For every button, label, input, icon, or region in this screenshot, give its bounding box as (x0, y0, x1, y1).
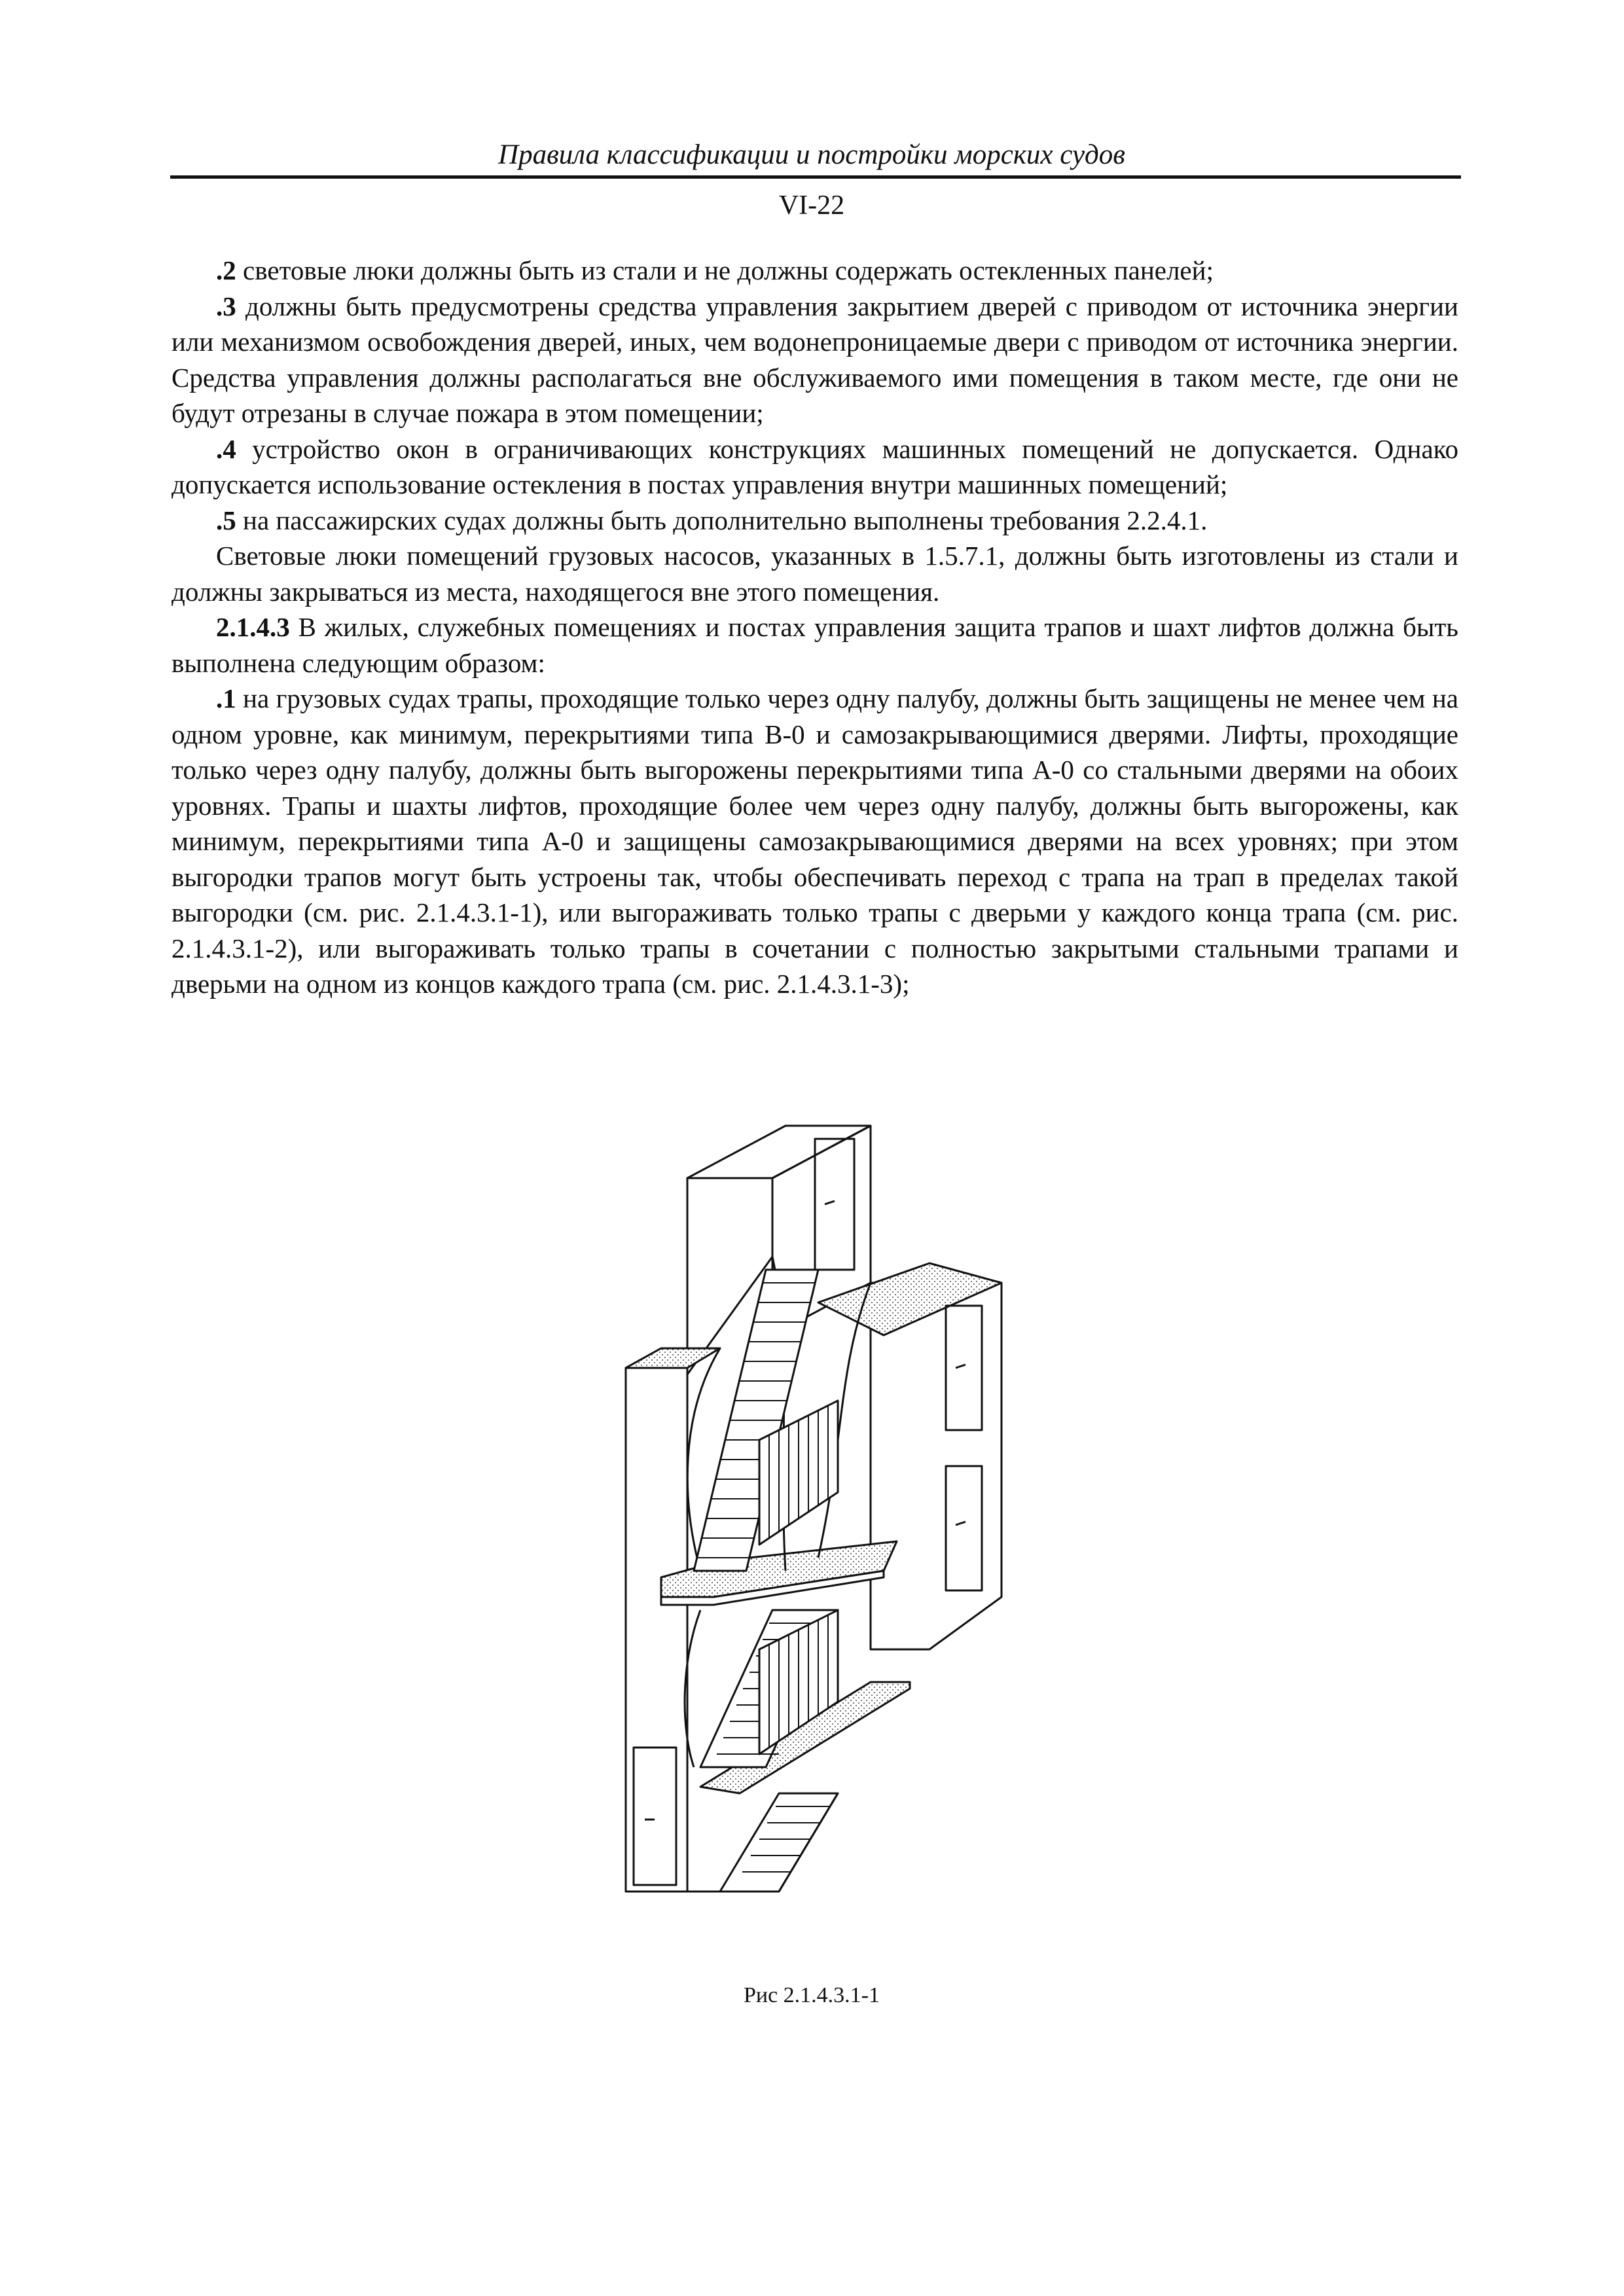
paragraph-item-5 (171, 503, 1458, 539)
section-number: 2.1.4.3 (216, 612, 290, 642)
paragraph-text: устройство окон в ограничивающих конструкциях машинных помещений не допускается. Однако допускается использование остекления в постах управления внутри машинных помещений; (171, 433, 1458, 499)
stairway-enclosure-figure (622, 1073, 1080, 1898)
paragraph-item-3 (171, 289, 1458, 431)
paragraph-text: должны быть предусмотрены средства управления закрытием дверей с приводом от источника энергии или механизмом освобождения дверей, иных, чем водонепроницаемые двери с приводом от источника энергии. Средства управления должны располагаться вне обслуживаемого ими помещения в таком месте, где они не будут отрезаны в случае пожара в этом помещении; (171, 291, 1458, 428)
item-number: .5 (216, 505, 236, 535)
upper-deck-top (626, 1348, 720, 1368)
lower-stair-flight (720, 1793, 838, 1892)
body-text (171, 253, 1458, 1002)
paragraph-item-2 (171, 253, 1458, 289)
paragraph-text: В жилых, служебных помещениях и постах управления защита трапов и шахт лифтов должна быть выполнена следующим образом: (171, 612, 1458, 678)
upper-door (815, 1139, 854, 1270)
item-number: .3 (216, 291, 236, 321)
item-number: .4 (216, 433, 236, 464)
paragraph-text: на грузовых судах трапы, проходящие только через одну палубу, должны быть защищены не менее чем на одном уровне, как минимум, перекрытиями типа В-0 и самозакрывающимися дверями. Лифты, проходящие только через одну палубу, должны быть выгорожены перекрытиями типа А-0 со стальными дверями на обоих уровнях. Трапы и шахты лифтов, проходящие более чем через одну палубу, должны быть выгорожены, как минимум, перекрытиями типа А-0 и защищены самозакрывающимися дверями на всех уровнях; при этом выгородки трапов могут быть устроены так, чтобы обеспечивать переход с трапа на трап в пределах такой выгородки (см. рис. 2.1.4.3.1-1), или выгораживать только трапы с дверьми у каждого конца трапа (см. рис. 2.1.4.3.1-2), или выгораживать только трапы в сочетании с полностью закрытыми стальными трапами и дверьми на одном из концов каждого трапа (см. рис. 2.1.4.3.1-3); (171, 683, 1458, 999)
paragraph-section-2-1-4-3 (171, 609, 1458, 681)
item-number: .2 (216, 255, 236, 285)
paragraph-text: на пассажирских судах должны быть дополнительно выполнены требования 2.2.4.1. (236, 505, 1208, 535)
paragraph-item-4 (171, 431, 1458, 503)
paragraph-item-1 (171, 681, 1458, 1002)
paragraph-text: световые люки должны быть из стали и не должны содержать остекленных панелей; (236, 255, 1214, 285)
item-number: .1 (216, 683, 236, 713)
page-number: VI-22 (778, 190, 845, 221)
paragraph-skylights (171, 538, 1458, 609)
left-wall (626, 1368, 687, 1892)
upper-enclosure-top (687, 1126, 871, 1178)
running-header-title: Правила классификации и постройки морских судов (498, 139, 1125, 170)
header-divider (170, 175, 1461, 179)
paragraph-text: Световые люки помещений грузовых насосов, указанных в 1.5.7.1, должны быть изготовлены из стали и должны закрываться из места, находящегося вне этого помещения. (171, 541, 1458, 607)
figure-caption: Рис 2.1.4.3.1-1 (743, 1983, 880, 2007)
